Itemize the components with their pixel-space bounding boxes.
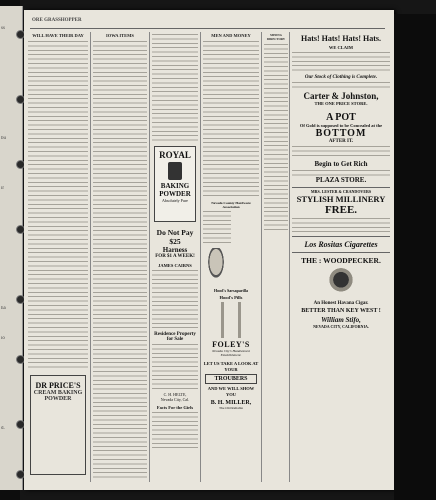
article-text [152,32,198,144]
royal-baking-ad [154,146,196,222]
pot-heading: A POT [326,112,356,123]
column-2 [93,32,147,482]
newspaper-page [24,10,394,490]
ad-product: CREAM BAKING POWDER [33,390,83,402]
article-text [292,50,390,72]
ad-pure: Absolutely Pure [162,198,188,203]
maker-name: William Stifo, [321,316,361,324]
better-than: BETTER THAN KEY WEST ! [301,308,381,314]
foleys-subheading: Nevada City's Handsomest Establishment. [212,349,250,357]
headline: WILL HAVE THEIR DAY [32,33,84,38]
let-us-look: LET US TAKE A LOOK AT YOUR [203,361,259,372]
person-name: JAMES CAIRNS [158,263,192,268]
column-3 [152,32,198,482]
ad-baking: BAKING [160,182,190,190]
column-rule [149,32,150,482]
article-text [203,209,231,243]
carter-johnston: Carter & Johnston, [303,91,379,101]
miller-name: B. H. MILLER, [210,400,252,406]
article-text [292,144,390,158]
previous-page-edge [0,6,23,490]
one-price-store: THE ONE PRICE STORE. [314,101,368,106]
city-name: Nevada City, Cal. [160,397,190,402]
fragment: ir [1,186,5,191]
column-1 [28,32,88,482]
article-text [292,168,390,176]
column-rule [289,32,290,482]
troubers-box: TROUBERS [205,374,257,384]
per-week: FOR $1 A WEEK! [155,254,195,259]
article-text [152,268,198,328]
fragment: bu [1,136,6,141]
figure-illustration [206,302,256,338]
article-text [292,80,390,88]
advertisement-price [30,375,86,475]
column-5 [264,32,288,482]
script-advertisement: Los Rositas Cigarettes [292,236,390,253]
headline: MEN AND MONEY [211,33,251,38]
column-rule [90,32,91,482]
ad-powder: POWDER [159,190,191,198]
portrait-engraving [203,248,229,288]
article-text [152,410,198,450]
milliners: MRS. LESTER & CRANDOVERS [292,187,390,194]
fragment: d. [1,426,5,431]
column-rule [200,32,201,482]
article-text [203,39,259,199]
facts-heading: Facts For the Girls [156,405,194,410]
ad-royal: ROYAL [159,150,191,160]
ad-brand: DR PRICE'S [35,381,81,390]
article-text [93,39,147,479]
hats-heading: Hats! Hats! Hats! Hats. [301,34,381,43]
miller-sub: The Old Reliable [218,406,244,410]
owner-name: C. H. HELTE, [163,392,187,397]
directory-text [264,42,288,232]
column-4 [203,32,259,482]
headline: IOWA ITEMS [106,33,134,38]
after-it: AFTER IT. [328,139,354,144]
dont-pay-ad: Do Not Pay $25 [156,228,194,246]
clothing-heading: Our Stock of Clothing is Complete. [304,75,378,80]
column-rule [261,32,262,482]
fragment: ha [1,306,6,311]
we-claim: WE CLAIM [328,45,354,50]
begin-rich: Begin to Get Rich [314,160,368,168]
harness-heading: Harness [162,246,188,254]
column-6 [292,34,390,484]
fragment: ss [1,26,5,31]
and-we: AND WE WILL SHOW YOU [207,386,255,397]
baking-can-icon [168,162,182,180]
fragment: io [1,336,5,341]
association-heading: Nevada County Hardware Association [211,201,251,209]
masthead-title: ORE GRASSHOPPER [32,18,82,23]
plaza-store: PLAZA STORE. [315,176,367,184]
havana-cigar: An Honest Havana Cigar. [313,301,369,306]
stylish-millinery: STYLISH MILLINERY [296,194,386,204]
free-heading: FREE. [324,204,358,216]
woodpecker-illustration [324,267,358,299]
page-background-edge [394,14,436,500]
masthead [30,14,385,29]
headline: MINING DIRECTORY [266,33,286,41]
of-gold: Of Gold is supposed to be Concealed at the [299,123,383,128]
residence-heading: Residence Property for Sale [154,332,196,342]
woodpecker-heading: THE : WOODPECKER. [301,256,381,265]
portrait-caption: Hood's Sarsaparilla [214,288,248,293]
maker-city: NEVADA CITY, CALIFORNIA. [313,324,369,329]
article-text [292,216,390,232]
bottom-heading: BOTTOM [315,128,367,139]
article-text [28,39,88,369]
foleys-heading: FOLEY'S [212,340,250,349]
article-text [152,342,198,392]
pills-heading: Hood's Pills [219,295,243,300]
